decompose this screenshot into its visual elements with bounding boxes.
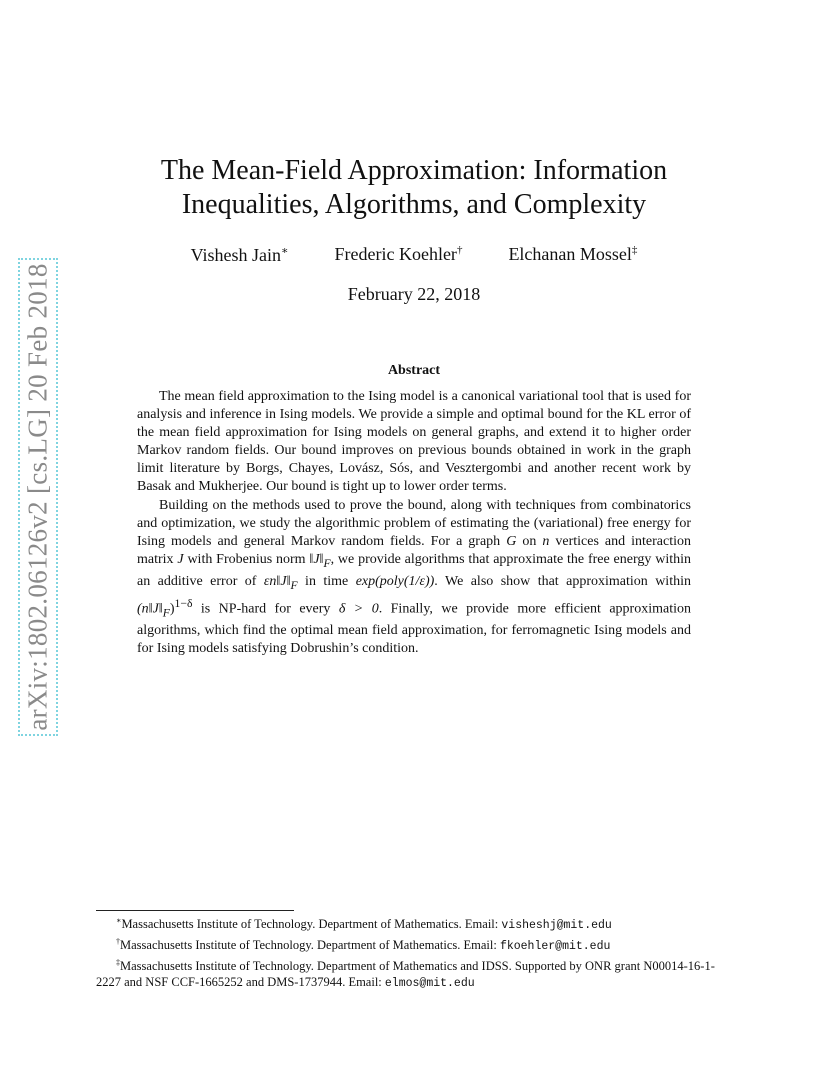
paper-title: [120, 154, 708, 222]
paper-date: February 22, 2018: [347, 284, 481, 304]
email-link-3[interactable]: elmos@mit.edu: [384, 977, 475, 991]
title-line-2: Inequalities, Algorithms, and Complexity: [181, 189, 647, 220]
abstract-paragraph-1: The mean field approximation to the Ising model is a canonical variational tool that is used for analysis and inference in Ising models. We provide a simple and optimal bound for the KL error of the mean field approximation for Ising models on general graphs, and extend it to higher order Markov random fields. Our bound improves on previous bounds obtained in work in the graph limit literature by Borgs, Chayes, Lovász, Sós, and Vesztergombi and another recent work by Basak and Mukherjee. Our bound is tight up to lower order terms.: [137, 389, 691, 495]
footnote-2: †Massachusetts Institute of Technology. Department of Mathematics. Email: fkoehler@mit.edu: [116, 937, 611, 954]
abstract-body: [137, 388, 691, 658]
author-3: Elchanan Mossel‡: [508, 244, 638, 264]
footnotes: [96, 913, 736, 992]
email-link-1[interactable]: visheshj@mit.edu: [501, 919, 612, 933]
author-list: [120, 244, 708, 266]
footnote-rule: [96, 910, 294, 911]
author-2: Frederic Koehler†: [334, 244, 463, 264]
author-1: Vishesh Jain∗: [190, 245, 289, 265]
abstract-paragraph-2: Building on the methods used to prove the bound, along with techniques from combinatorics and optimization, we study the algorithmic problem of estimating the (variational) free energy for Ising models and general Markov random fields. For a graph G on n vertices and interaction matrix J with Frobenius norm $‖J‖_F$, we provide algorithms that approximate the free energy within an additive error of $\varepsilon n‖J‖_F$ in time exp(poly(1/ε)). We also show that approximation within $(n‖J‖_F)^{1-\delta}$ is NP-hard for every δ > 0. Finally, we provide more efficient approximation algorithms, which find the optimal mean field approximation, for ferromagnetic Ising models and for Ising models satisfying Dobrushin’s condition.: [137, 497, 692, 657]
arxiv-identifier: arXiv:1802.06126v2 [cs.LG] 20 Feb 2018: [22, 263, 53, 731]
footnote-3: ‡Massachusetts Institute of Technology. Department of Mathematics and IDSS. Supported by ONR grant N00014-16-1-2227 and NSF CCF-1665252 and DMS-1737944. Email: elmos@mit.edu: [96, 958, 715, 991]
title-line-1: The Mean-Field Approximation: Information: [160, 155, 668, 186]
email-link-2[interactable]: fkoehler@mit.edu: [499, 940, 611, 954]
footnote-1: ∗Massachusetts Institute of Technology. Department of Mathematics. Email: visheshj@mit.edu: [116, 916, 612, 933]
arxiv-stamp: [18, 258, 58, 736]
abstract-heading: Abstract: [387, 363, 441, 378]
